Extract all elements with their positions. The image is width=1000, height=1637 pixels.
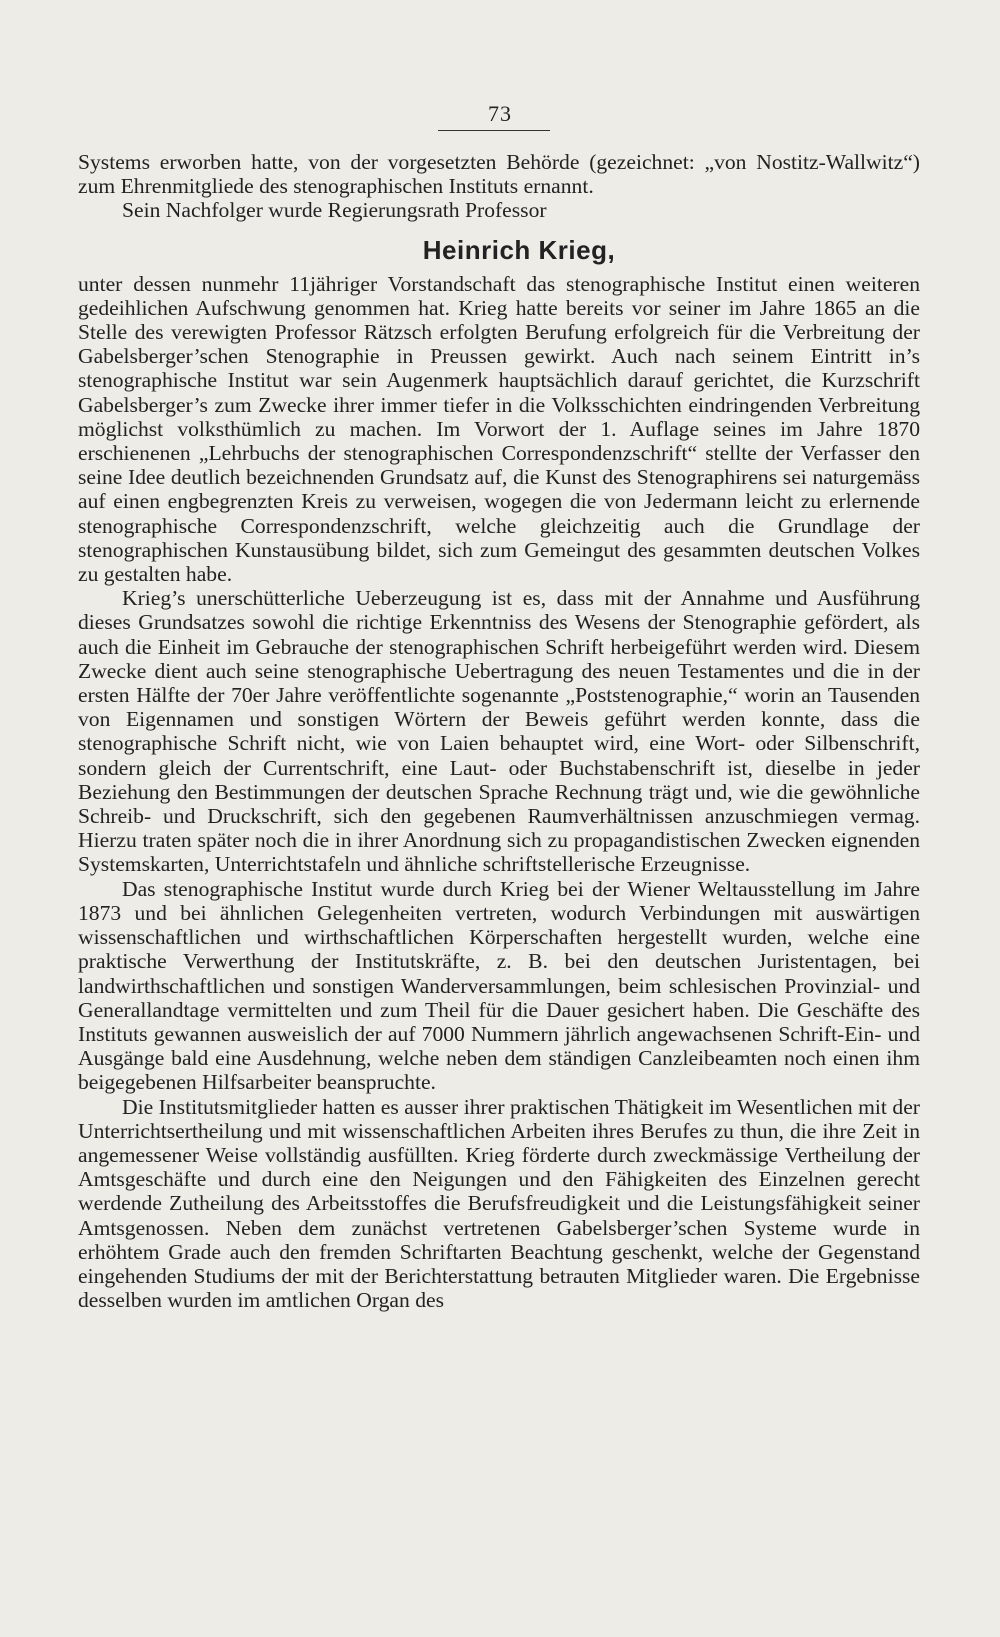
paragraph-4: Krieg’s unerschütterliche Ueberzeugung ist es, dass mit der Annahme und Ausführung dieses Grundsatzes sowohl die richtige Erkenntniss des Wesens der Stenographie gefördert, als auch die Einheit im Gebrauche der stenographischen Schrift herbeigeführt werden wird. Diesem Zwecke dient auch seine stenographische Uebertragung des neuen Testamentes und die in der ersten Hälfte der 70er Jahre veröffentlichte sogenannte „Poststenographie,“ worin an Tausenden von Eigennamen und sonstigen Wörtern der Beweis geführt werden konnte, dass die stenographische Schrift nicht, wie von Laien behauptet wird, eine Wort- oder Silbenschrift, sondern gleich der Currentschrift, eine Laut- oder Buchstabenschrift ist, dieselbe in jeder Beziehung den Bestimmungen der deutschen Sprache Rechnung trägt und, wie die gewöhnliche Schreib- und Druckschrift, sich den gegebenen Raumverhältnissen anzuschmiegen vermag. Hierzu traten später noch die in ihrer Anordnung sich zu propagandistischen Zwecken eignenden Systemskarten, Unterrichtstafeln und ähnliche schriftstellerische Erzeugnisse. — [78, 586, 920, 877]
paragraph-1: Systems erworben hatte, von der vorgesetzten Behörde (gezeichnet: „von Nostitz-Wallwitz“) zum Ehrenmitgliede des stenographischen Instituts ernannt. — [78, 150, 920, 199]
page-number-rule — [438, 130, 550, 131]
paragraph-6: Die Institutsmitglieder hatten es ausser ihrer praktischen Thätigkeit im Wesentlichen mit der Unterrichtsertheilung und mit wissenschaftlichen Arbeiten ihres Berufes zu thun, die ihre Zeit in angemessener Weise vollständig ausfüllten. Krieg förderte durch zweckmässige Vertheilung der Amtsgeschäfte und durch eine den Neigungen und den Fähigkeiten des Einzelnen gerecht werdende Zutheilung des Arbeitsstoffes die Berufsfreudigkeit und die Leistungsfähigkeit seiner Amtsgenossen. Neben dem zunächst vertretenen Gabelsberger’schen Systeme wurde in erhöhtem Grade auch den fremden Schriftarten Beachtung geschenkt, welche der Gegenstand eingehenden Studiums der mit der Berichterstattung betrauten Mitglieder waren. Die Ergebnisse desselben wurden im amtlichen Organ des — [78, 1094, 920, 1313]
paragraph-5: Das stenographische Institut wurde durch Krieg bei der Wiener Weltausstellung im Jahre 1873 und bei ähnlichen Gelegenheiten vertreten, wodurch Verbindungen mit auswärtigen wissenschaftlichen und wirthschaftlichen Körperschaften hergestellt wurden, welche eine praktische Verwerthung der Institutskräfte, z. B. bei den deutschen Juristentagen, bei landwirthschaftlichen und sonstigen Wanderversammlungen, beim schlesischen Provinzial- und Generallandtage vermittelten und zum Theil für die Dauer gesichert haben. Die Geschäfte des Instituts gewannen ausweislich der auf 7000 Nummern jährlich angewachsenen Schrift-Ein- und Ausgänge bald eine Ausdehnung, welche neben dem ständigen Canzleibeamten noch einen ihm beigegebenen Hilfsarbeiter beanspruchte. — [78, 876, 920, 1095]
section-heading-name: Heinrich Krieg, — [422, 234, 616, 265]
paragraph-3: unter dessen nunmehr 11jähriger Vorstandschaft das stenographische Institut einen weiteren gedeihlichen Aufschwung genommen hat. Krieg hatte bereits vor seiner im Jahre 1865 an die Stelle des verewigten Professor Rätzsch erfolgten Berufung erfolgreich für die Verbreitung der Gabelsberger’schen Stenographie in Preussen gewirkt. Auch nach seinem Eintritt in’s stenographische Institut war sein Augenmerk hauptsächlich darauf gerichtet, die Kurzschrift Gabelsberger’s zum Zwecke ihrer immer tiefer in die Volksschichten eindringenden Verbreitung möglichst volksthümlich zu machen. Im Vorwort der 1. Auflage seines im Jahre 1870 erschienenen „Lehrbuchs der stenographischen Correspondenzschrift“ stellte der Verfasser den seine Idee deutlich bezeichnenden Grundsatz auf, die Kunst des Stenographirens sei naturgemäss auf einen engbegrenzten Kreis zu verweisen, wogegen die von Jedermann leicht zu erlernende stenographische Correspondenzschrift, welche gleichzeitig auch die Grundlage der stenographischen Kunstausübung bildet, sich zum Gemeingut des gesammten deutschen Volkes zu gestalten habe. — [78, 271, 920, 587]
paragraph-2: Sein Nachfolger wurde Regierungsrath Professor — [122, 198, 547, 223]
body-text — [78, 150, 920, 1312]
page-number: 73 — [488, 101, 512, 126]
